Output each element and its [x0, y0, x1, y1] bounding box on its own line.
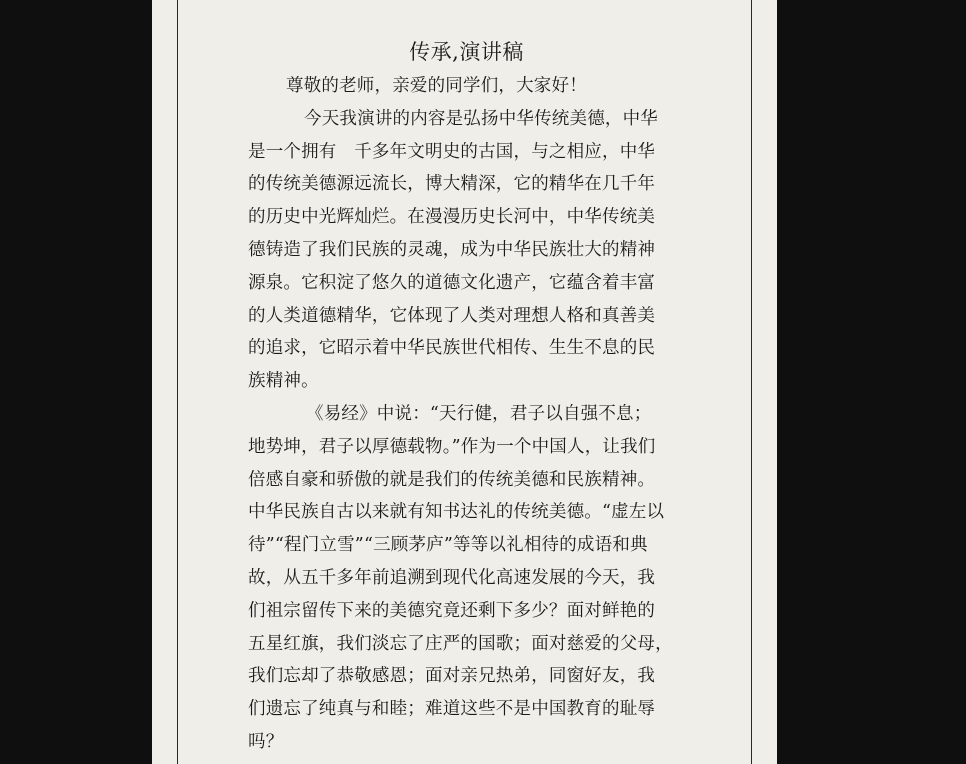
paragraph-line: 中华民族自古以来就有知书达礼的传统美德。“虚左以 — [248, 502, 665, 523]
paragraph-line: 我们忘却了恭敬感恩；面对亲兄热弟，同窗好友，我 — [248, 666, 656, 687]
document-title: 传承,演讲稿 — [409, 40, 524, 64]
paragraph-line: 们遗忘了纯真与和睦；难道这些不是中国教育的耻辱 — [248, 699, 656, 720]
paragraph-line: 是一个拥有 千多年文明史的古国，与之相应，中华 — [248, 141, 656, 162]
paragraph-line: 地势坤，君子以厚德载物。”作为一个中国人，让我们 — [248, 436, 656, 457]
paragraph-line: 的传统美德源远流长，博大精深，它的精华在几千年 — [248, 174, 656, 195]
paragraph-line: 待”“程门立雪”“三顾茅庐”等等以礼相待的成语和典 — [248, 535, 648, 556]
greeting-line: 尊敬的老师，亲爱的同学们，大家好！ — [286, 76, 587, 96]
paragraph-line: 吗？ — [248, 731, 284, 752]
paragraph-line: 源泉。它积淀了悠久的道德文化遗产，它蕴含着丰富 — [248, 272, 656, 293]
paragraph-line: 故，从五千多年前追溯到现代化高速发展的今天，我 — [248, 567, 656, 588]
page-border-right — [751, 0, 752, 764]
speech-document — [248, 34, 693, 759]
page-border-left — [177, 0, 178, 764]
paragraph-line: 倍感自豪和骄傲的就是我们的传统美德和民族精神。 — [248, 469, 656, 490]
paragraph-line: 的追求，它昭示着中华民族世代相传、生生不息的民 — [248, 338, 656, 359]
paragraph-line: 今天我演讲的内容是弘扬中华传统美德，中华 — [304, 108, 658, 129]
paragraph-line: 的历史中光辉灿烂。在漫漫历史长河中，中华传统美 — [248, 207, 656, 228]
paragraph-line: 的人类道德精华，它体现了人类对理想人格和真善美 — [248, 305, 656, 326]
paragraph-line: 《易经》中说：“天行健，君子以自强不息； — [306, 403, 652, 424]
paragraph-line: 德铸造了我们民族的灵魂，成为中华民族壮大的精神 — [248, 239, 656, 260]
paragraph-line: 族精神。 — [248, 371, 319, 392]
paragraph-line: 五星红旗，我们淡忘了庄严的国歌；面对慈爱的父母， — [248, 633, 673, 654]
paragraph-line: 们祖宗留传下来的美德究竟还剩下多少？面对鲜艳的 — [248, 600, 656, 621]
